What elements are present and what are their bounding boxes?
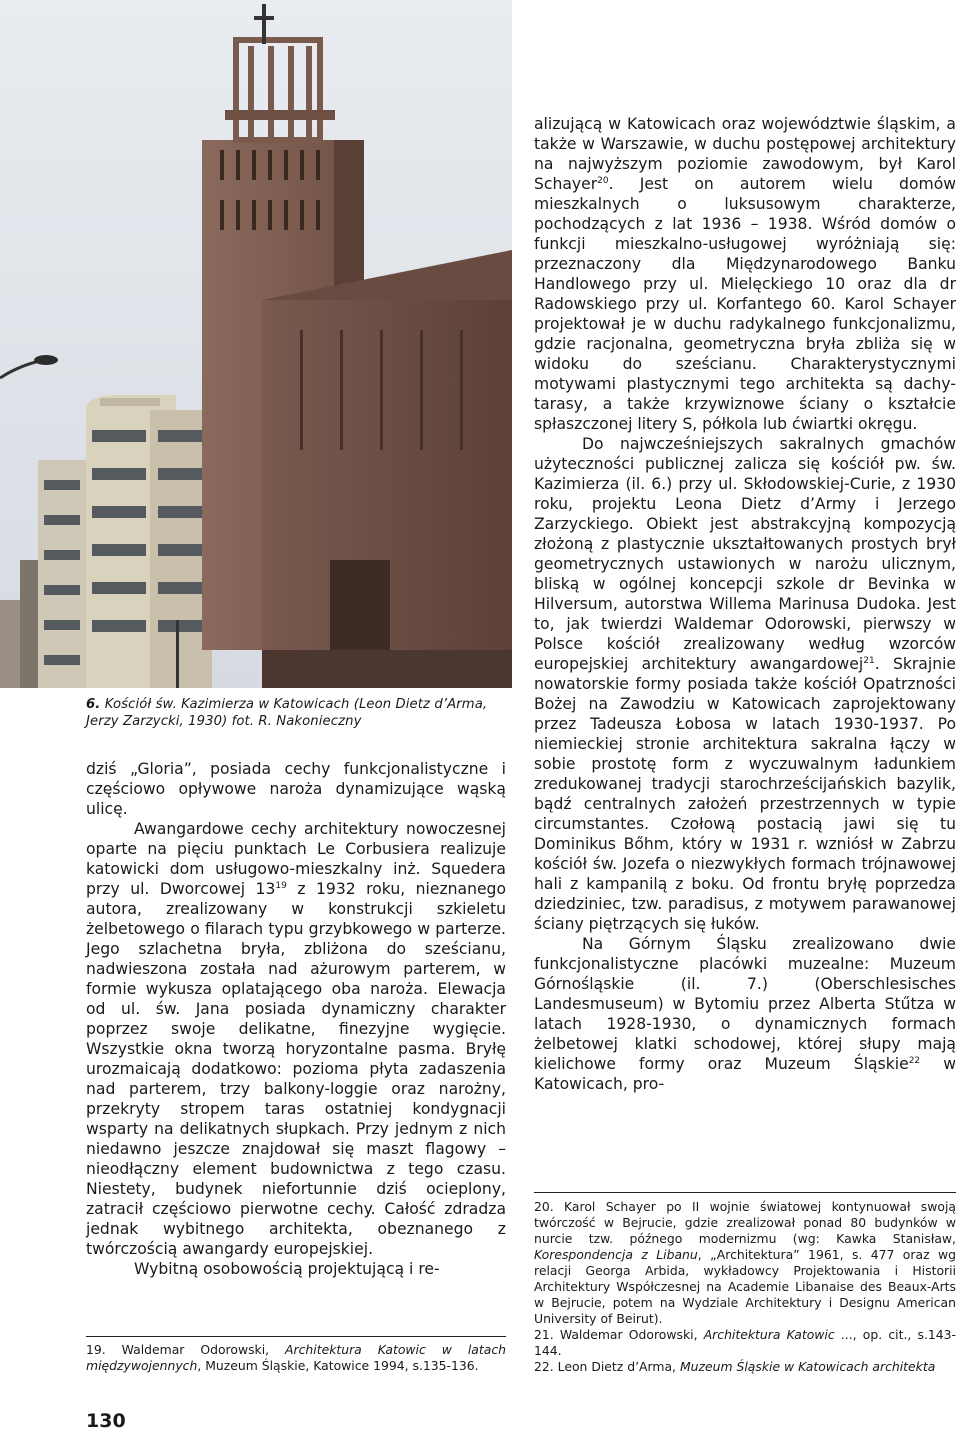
footnote-ref-21: 21 (863, 656, 875, 666)
footnote-19-number: 19. (86, 1342, 106, 1357)
left-column (86, 759, 506, 1279)
footnote-divider-left (86, 1336, 506, 1337)
footnote-20-title: Korespondencja z Libanu (534, 1247, 698, 1262)
left-paragraph-2-a: Awangardowe cechy architektury nowoczesnej oparte na pięciu punktach Le Corbusiera realizuje katowicki dom usługowo-mieszkalny inż. Squedera przy ul. Dworcowej 13 (86, 820, 506, 898)
footnotes-right (534, 1199, 956, 1375)
right-paragraph-2-a: Do najwcześniejszych sakralnych gmachów użyteczności publicznej zalicza się kościół pw. św. Kazimierza (il. 6.) przy ul. Skłodowskiej-Curie, z 1930 roku, projektu Leona Dietz d’Army i Jerzego Zarzyckiego. Obiekt jest abstrakcyjną kompozycją złożoną z plastycznie ukształtowanych prostych brył geometrycznych ustawionych w narożu ulicznym, bliską w ogólnej koncepcji szkole dr Bevinka w Hilversum, autorstwa Willema Marinusa Dudoka. Jest to, jak twierdzi Waldemar Odorowski, pierwszy w Polsce kościół zrealizowany według wzorców europejskiej architektury awangardowej (534, 435, 956, 673)
right-paragraph-2-b: . Skrajnie nowatorskie formy posiada także kościół Opatrzności Bożej na Zawodziu w Katowicach zaprojektowany przez Tadeusza Łobosa w latach 1930-1937. Po niemieckiej stronie architektura sakralna łączy w sobie prostotę form z wyczuwalnym ładunkiem zredukowanej tradycji starochrześcijańskich bazylik, bądź centralnych założeń przestrzennych w typie circumstantes. Czołową postacią jawi się tu Dominikus Bőhm, który w 1931 r. wzniósł w Zabrzu kościół św. Jozefa o niezwykłych formach trójnawowej hali z kampanilą z boku. Od frontu bryłę poprzedza dziedziniec, tzw. paradisus, z motywem parawanowej ściany piętrzących się łuków. (534, 655, 957, 933)
right-paragraph-3 (534, 934, 956, 1094)
caption-text: Kościół św. Kazimierza w Katowicach (Leon Dietz d’Arma, Jerzy Zarzycki, 1930) fot. R. Nakonieczny (86, 697, 488, 729)
footnote-21-a: 21. Waldemar Odorowski, (534, 1327, 704, 1342)
footnote-22-a: 22. Leon Dietz d’Arma, (534, 1359, 680, 1374)
footnote-19-title: Architektura Katowic w latach międzywojennych (86, 1342, 506, 1373)
left-paragraph-2 (86, 819, 506, 1259)
footnote-ref-20: 20 (597, 176, 609, 186)
footnote-21-title: Architektura Katowic (703, 1327, 835, 1342)
footnote-22 (534, 1359, 956, 1375)
figure-caption (86, 696, 506, 730)
footnote-20-b: , „Architektura” 1961, s. 477 oraz wg relacji Georga Arbida, wykładowcy Projektowania i Historii Architektury Współczesnej na Academie Libanaise des Beaux-Arts w Bejrucie, potem na Wydziale Architektury i Designu American University of Beirut). (534, 1247, 956, 1326)
footnote-20-a: 20. Karol Schayer po II wojnie światowej kontynuował swoją twórczość w Bejrucie, gdzie zrealizował ponad 80 budynków w nurcie tzw. późnego modernizmu (wg: Kawka Stanisław, (534, 1199, 956, 1246)
right-paragraph-1-b: . Jest on autorem wielu domów mieszkalnych o luksusowym charakterze, pochodzących z lat 1936 – 1938. Wśród domów o funkcji mieszkalno-usługowej wyróżniają się: przeznaczony dla Międzynarodowego Banku Handlowego przy ul. Mielęckiego 10 oraz dla dr Radowskiego przy ul. Korfantego 60. Karol Schayer projektował je w duchu radykalnego funkcjonalizmu, gdzie racjonalna, geometryczna bryła zbliża się w widoku do sześcianu. Charakterystycznymi motywami plastycznymi tego architekta są dachy-tarasy, a także krzywiznowe ściany o kształcie spłaszczonej litery S, półkola lub ćwiartki okręgu. (534, 175, 956, 433)
right-paragraph-2 (534, 434, 956, 934)
right-paragraph-3-a: Na Górnym Śląsku zrealizowano dwie funkcjonalistyczne placówki muzealne: Muzeum Górnośląskie (il. 7.) (Oberschlesisches Landesmuseum) w Bytomiu przez Alberta Stűtza w latach 1928-1930, o dynamicznych formach żelbetowej klatki schodowej, której słupy mają kielichowe formy oraz Muzeum Śląskie (534, 935, 956, 1073)
footnote-22-title: Muzeum Śląskie w Katowicach architekta (679, 1359, 936, 1374)
caption-number: 6. (86, 697, 101, 712)
left-paragraph-2-b: z 1932 roku, nieznanego autora, zrealizowany w konstrukcji szkieletu żelbetowego o filarach typu grzybkowego w parterze. Jego szlachetna bryła, zbliżona do sześcianu, nadwieszona została nad ażurowym parterem, w formie wykusza oplatającego oba naroża. Elewacja od ul. św. Jana posiada dynamiczny charakter poprzez swoje delikatne, finezyjne wygięcie. Wszystkie okna tworzą horyzontalne pasma. Bryłę urozmaicają dodatkowo: pozioma płyta zadaszenia nad parterem, trzy balkony-loggie oraz narożny, przekryty stropem taras ostatniej kondygnacji wsparty na delikatnych słupkach. Przy jednym z nich niedawno jeszcze znajdował się maszt flagowy – nieodłączny element budownictwa z tego czasu. Niestety, budynek niefortunnie dziś ocieplony, zatracił częściowo pierwotne cechy. Całość zdradza jednak wybitnego architekta, obeznanego z twórczością awangardy europejskiej. (86, 880, 506, 1258)
footnote-20 (534, 1199, 956, 1327)
right-paragraph-3-b: w Katowicach, pro- (534, 1055, 956, 1093)
footnote-ref-19: 19 (275, 881, 287, 891)
page-number: 130 (86, 1410, 126, 1432)
left-paragraph-3: Wybitną osobowością projektującą i re- (134, 1260, 440, 1278)
left-paragraph-1: dziś „Gloria”, posiada cechy funkcjonalistyczne i częściowo opływowe naroża dynamizujące wąską ulicę. (86, 760, 506, 818)
footnote-21 (534, 1327, 956, 1359)
right-paragraph-1 (534, 114, 956, 434)
footnote-ref-22: 22 (908, 1056, 921, 1066)
footnote-19-a: Waldemar Odorowski, (105, 1342, 286, 1357)
footnote-19 (86, 1342, 506, 1374)
footnote-19-b: , Muzeum Śląskie, Katowice 1994, s.135-136. (197, 1358, 479, 1373)
right-paragraph-1-a: alizującą w Katowicach oraz województwie śląskim, a także w Warszawie, w duchu postępowej architektury na najwyższym poziomie zawodowym, był Karol Schayer (534, 115, 956, 193)
footnote-divider-right (534, 1192, 956, 1193)
right-column (534, 114, 956, 1094)
footnote-21-b: ..., op. cit., s.143-144. (534, 1327, 957, 1358)
church-photo (0, 0, 512, 688)
